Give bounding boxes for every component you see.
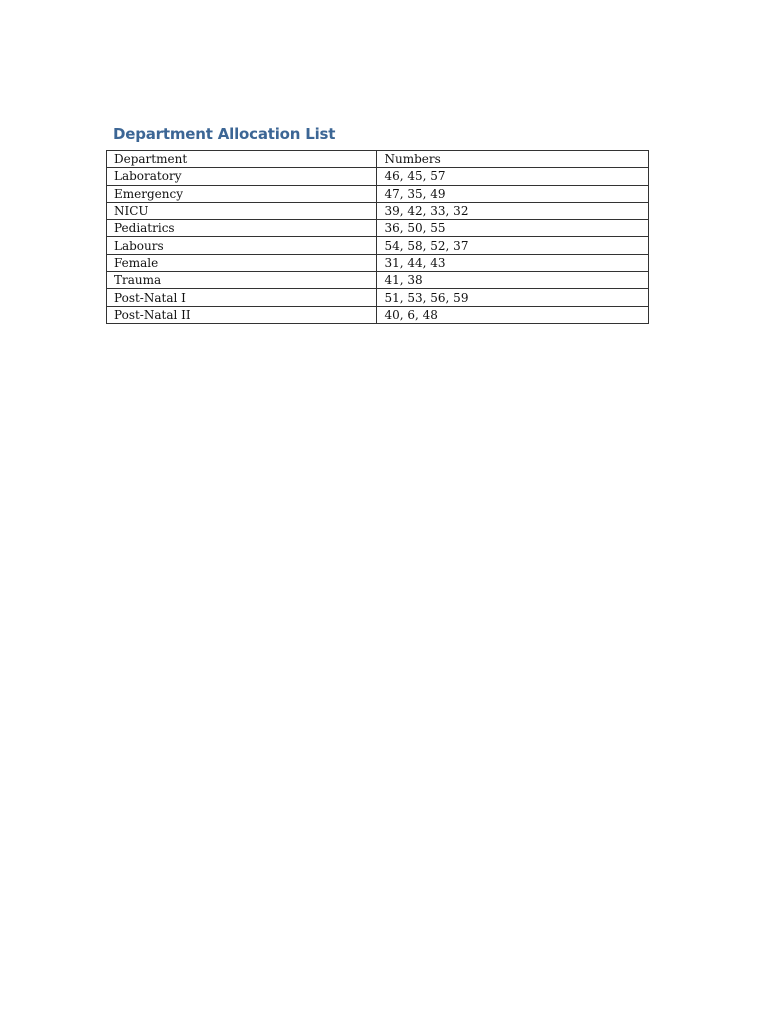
numbers-cell: 51, 53, 56, 59	[377, 289, 649, 306]
table-row	[107, 254, 649, 271]
table-row	[107, 185, 649, 202]
header-numbers: Numbers	[377, 151, 649, 168]
department-cell: NICU	[107, 202, 377, 219]
table-row	[107, 306, 649, 323]
department-cell: Laboratory	[107, 168, 377, 185]
table-row	[107, 202, 649, 219]
numbers-cell: 39, 42, 33, 32	[377, 202, 649, 219]
numbers-cell: 46, 45, 57	[377, 168, 649, 185]
department-cell: Emergency	[107, 185, 377, 202]
department-cell: Post-Natal II	[107, 306, 377, 323]
numbers-cell: 36, 50, 55	[377, 220, 649, 237]
department-cell: Post-Natal I	[107, 289, 377, 306]
table-row	[107, 237, 649, 254]
table-row	[107, 220, 649, 237]
numbers-cell: 31, 44, 43	[377, 254, 649, 271]
table-row	[107, 272, 649, 289]
department-cell: Female	[107, 254, 377, 271]
department-allocation-table	[106, 150, 649, 324]
numbers-cell: 40, 6, 48	[377, 306, 649, 323]
numbers-cell: 54, 58, 52, 37	[377, 237, 649, 254]
table-row	[107, 289, 649, 306]
department-cell: Labours	[107, 237, 377, 254]
numbers-cell: 41, 38	[377, 272, 649, 289]
table-row	[107, 168, 649, 185]
document-title: Department Allocation List	[113, 125, 336, 143]
header-department: Department	[107, 151, 377, 168]
table-header-row	[107, 151, 649, 168]
department-cell: Pediatrics	[107, 220, 377, 237]
numbers-cell: 47, 35, 49	[377, 185, 649, 202]
department-cell: Trauma	[107, 272, 377, 289]
